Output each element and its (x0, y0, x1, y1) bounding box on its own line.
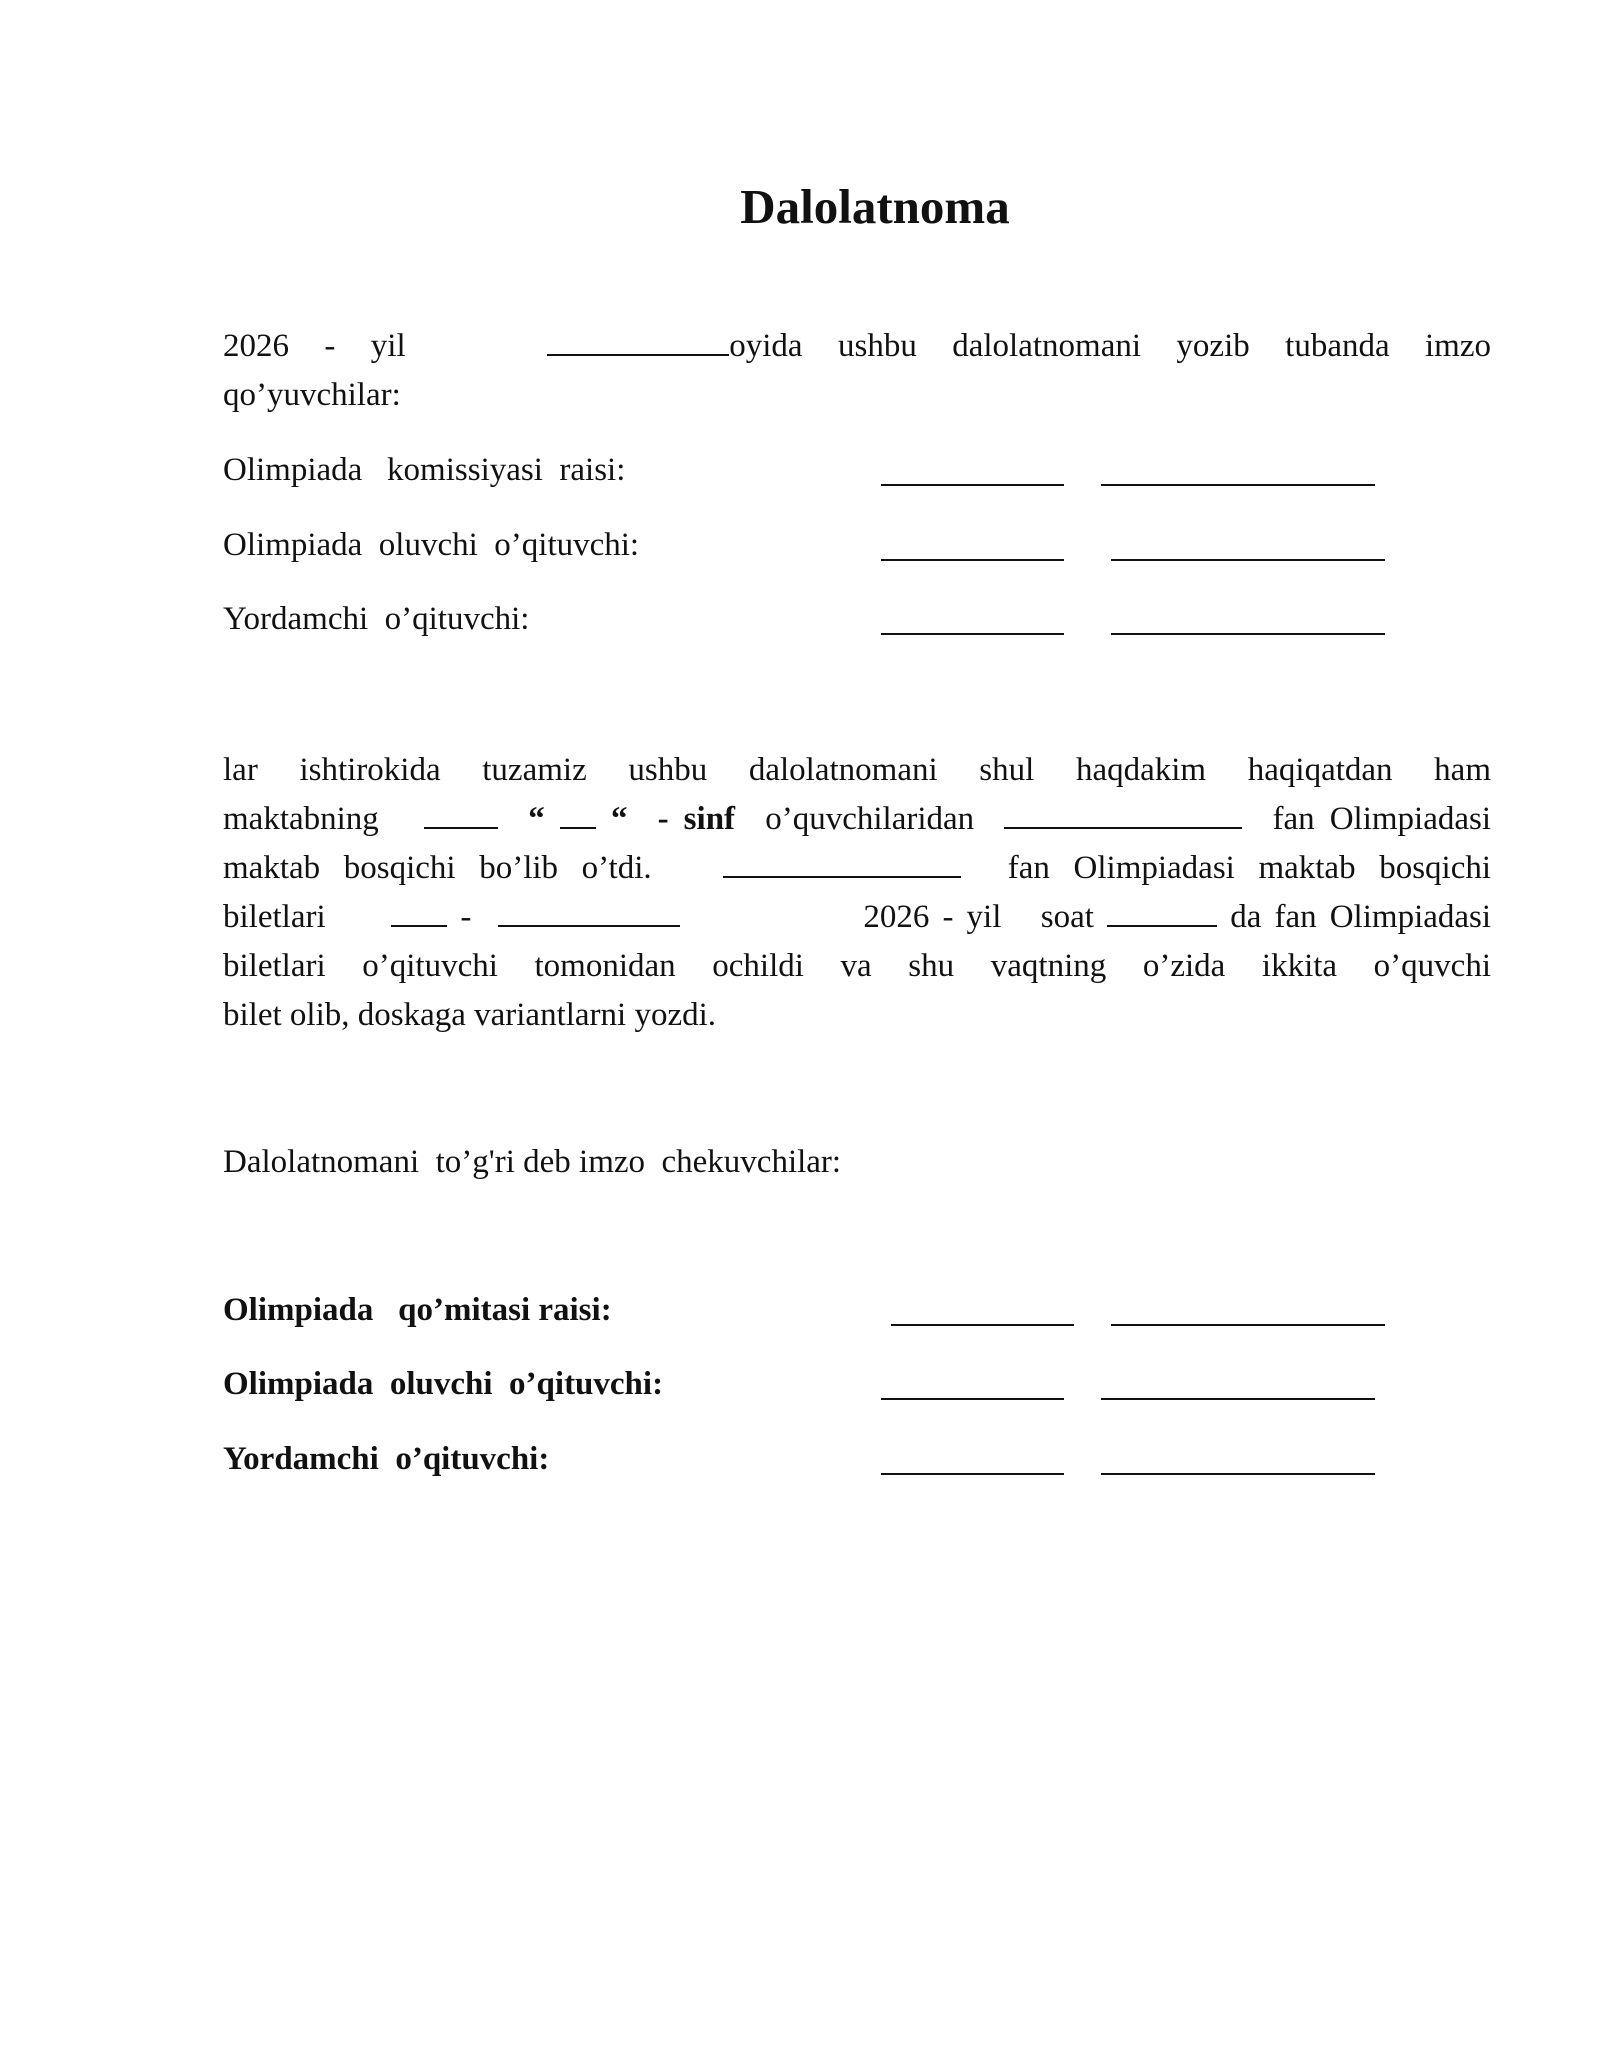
signature-line (881, 484, 1064, 486)
name-line (1101, 484, 1375, 486)
signature-line (881, 559, 1064, 561)
signer-role: Yordamchi o’qituvchi: (223, 601, 530, 637)
signer-row-bottom-1 (223, 1286, 1491, 1335)
subject-blank (1004, 799, 1242, 829)
intro-line-1 (223, 322, 1491, 371)
intro-paragraph (223, 322, 1491, 420)
signer-row-top-1 (223, 446, 1491, 495)
body-line-5: biletlari o’qituvchi tomonidan ochildi va shu vaqtning o’zida ikkita o’quvchi (223, 948, 1491, 984)
signer-role: Yordamchi o’qituvchi: (223, 1441, 550, 1477)
month-blank-2 (498, 897, 680, 927)
signature-line (881, 1398, 1064, 1400)
signer-role: Olimpiada qo’mitasi raisi: (223, 1292, 612, 1328)
body-line-6: bilet olib, doskaga variantlarni yozdi. (223, 997, 717, 1033)
signer-row-top-2 (223, 521, 1491, 570)
subject-blank-2 (723, 848, 961, 878)
school-blank (424, 799, 498, 829)
signer-row-bottom-2 (223, 1360, 1491, 1409)
signature-line (881, 633, 1064, 635)
sinf-label: - sinf (657, 801, 736, 837)
time-blank (1107, 897, 1217, 927)
name-line (1111, 559, 1385, 561)
signer-row-top-3 (223, 595, 1491, 644)
intro-line-2: qo’yuvchilar: (223, 377, 401, 413)
body-line-3: maktab bosqichi bo’lib o’tdi. fan Olimpiadasi maktab bosqichi (223, 850, 1492, 886)
body-line-4: biletlari - 2026 - yil soat da fan Olimpiadasi (223, 899, 1492, 935)
confirm-text: Dalolatnomani to’g'ri deb imzo chekuvchilar: (223, 1144, 842, 1180)
signer-role: Olimpiada oluvchi o’qituvchi: (223, 527, 640, 563)
signer-row-bottom-3 (223, 1435, 1491, 1484)
name-line (1101, 1473, 1375, 1475)
month-blank (547, 326, 729, 356)
body-paragraph (223, 746, 1491, 1040)
intro-rest: oyida ushbu dalolatnomani yozib tubanda imzo (729, 328, 1491, 364)
signature-line (891, 1324, 1074, 1326)
body-line-2: maktabning “ “ - sinf o’quvchilaridan fan Olimpiadasi (223, 801, 1492, 837)
intro-year: 2026 - yil (223, 328, 406, 364)
signature-line (881, 1473, 1064, 1475)
name-line (1101, 1398, 1375, 1400)
signer-role: Olimpiada komissiyasi raisi: (223, 452, 626, 488)
name-line (1111, 633, 1385, 635)
day-blank (391, 897, 447, 927)
class-blank (560, 799, 596, 829)
document-title: Dalolatnoma (740, 179, 1010, 234)
body-line-1: lar ishtirokida tuzamiz ushbu dalolatnomani shul haqdakim haqiqatdan ham (223, 752, 1491, 788)
signer-role: Olimpiada oluvchi o’qituvchi: (223, 1366, 664, 1402)
name-line (1111, 1324, 1385, 1326)
